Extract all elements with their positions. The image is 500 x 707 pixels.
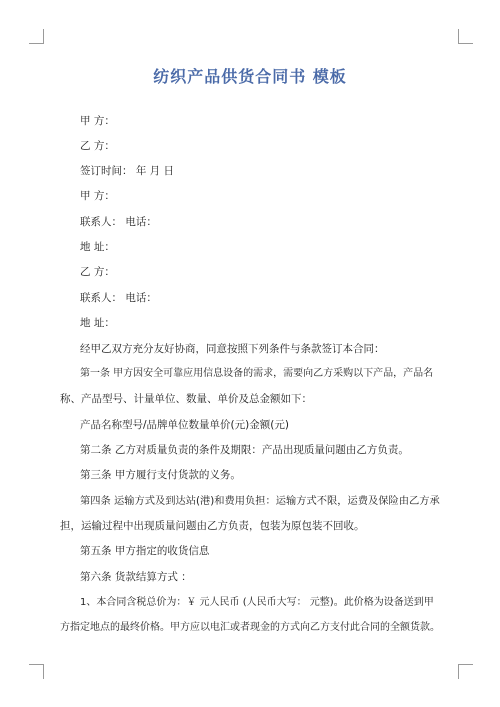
- party-b-address-line: 地 址：: [80, 317, 115, 329]
- party-b-contact-line: 联系人： 电话：: [80, 292, 157, 304]
- crop-mark-bottom-left: [29, 664, 44, 679]
- article-1-line-1: 第一条 甲方因安全可靠应用信息设备的需求，需要向乙方采购以下产品，产品名: [80, 368, 434, 379]
- crop-mark-top-left: [29, 29, 44, 44]
- document-title: 纺织产品供货合同书 模板: [153, 67, 347, 86]
- article-4-line-1: 第四条 运输方式及到达站(港)和费用负担：运输方式不限，运费及保险由乙方承: [80, 495, 440, 507]
- party-a-address-line: 地 址：: [80, 241, 115, 253]
- crop-mark-top-right: [458, 29, 473, 44]
- article-3-paragraph: 第三条 甲方履行支付货款的义务。: [80, 469, 241, 481]
- party-a-contact-line: 联系人： 电话：: [80, 216, 157, 228]
- party-b-label: 乙 方：: [80, 140, 115, 152]
- article-4-line-2: 担，运输过程中出现质量问题由乙方负责，包装为原包装不回收。: [60, 520, 365, 532]
- agreement-intro-paragraph: 经甲乙双方充分友好协商，同意按照下列条件与条款签订本合同：: [80, 343, 385, 355]
- party-a-label: 甲 方：: [80, 115, 115, 127]
- article-6-paragraph: 第六条 货款结算方式 ：: [80, 571, 192, 583]
- crop-mark-bottom-right: [458, 664, 473, 679]
- total-price-line-1: 1、本合同含税总价为：￥ 元人民币 (人民币大写： 元整)。此价格为设备送到甲: [80, 597, 434, 608]
- article-5-paragraph: 第五条 甲方指定的收货信息: [80, 545, 210, 557]
- party-a-label-2: 甲 方：: [80, 190, 115, 202]
- signing-date-line: 签订时间： 年 月 日: [80, 165, 175, 177]
- total-price-line-2: 方指定地点的最终价格。甲方应以电汇或者现金的方式向乙方支付此合同的全额货款。: [60, 622, 440, 633]
- product-table-header-line: 产品名称型号/品牌单位数量单价(元)金额(元): [80, 419, 289, 431]
- article-1-line-2: 称、产品型号、计量单位、数量、单价及总金额如下：: [60, 393, 312, 405]
- article-2-paragraph: 第二条 乙方对质量负责的条件及期限：产品出现质量问题由乙方负责。: [80, 444, 409, 456]
- party-b-label-2: 乙 方：: [80, 266, 115, 278]
